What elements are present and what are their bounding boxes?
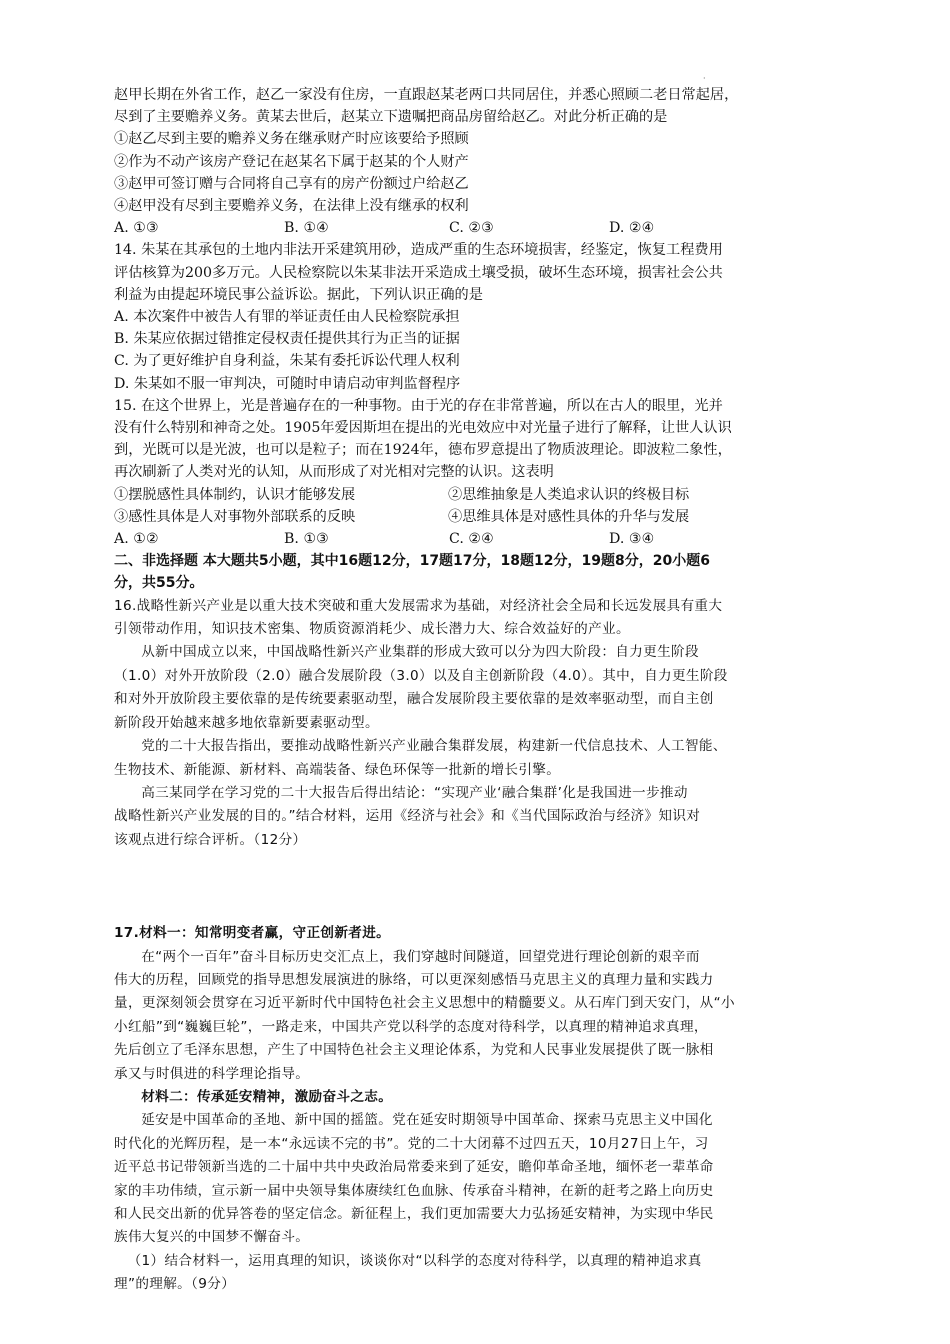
q15-stem-line: 15. 在这个世界上，光是普遍存在的一种事物。由于光的存在非常普遍，所以在古人的眼里，光并 [114,397,723,414]
q15-option-d: D. ③④ [609,531,655,548]
q13-statement-2: ②作为不动产该房产登记在赵某名下属于赵某的个人财产 [114,153,469,170]
q16-paragraph-line: 该观点进行综合评析。（12分） [114,831,307,848]
q13-option-b: B. ①④ [284,220,329,237]
q13-stem-line: 尽到了主要赡养义务。黄某去世后，赵某立下遗嘱把商品房留给赵乙。对此分析正确的是 [114,109,668,126]
q17-paragraph-line: 伟大的历程，回顾党的指导思想发展演进的脉络，可以更深刻感悟马克思主义的真理力量和实践力 [114,971,714,988]
q13-stem-line: 赵甲长期在外省工作，赵乙一家没有住房，一直跟赵某老两口共同居住，并悉心照顾二老日常起居， [114,87,739,103]
q17-paragraph-line: 量，更深刻领会贯穿在习近平新时代中国特色社会主义思想中的精髓要义。从石库门到天安门，从“小 [114,995,735,1012]
question-17 [114,922,844,1297]
q13-statement-1: ①赵乙尽到主要的赡养义务在继承财产时应该要给予照顾 [114,131,469,148]
q16-paragraph-line: 16.战略性新兴产业是以重大技术突破和重大发展需求为基础，对经济社会全局和长远发展具有重大 [114,597,723,614]
q17-paragraph-line: 在“两个一百年”奋斗目标历史交汇点上，我们穿越时间隧道，回望党进行理论创新的艰辛而 [141,948,700,965]
content [114,84,844,1297]
section-heading-line: 分，共55分。 [114,575,204,592]
q14-option-b: B. 朱某应依据过错推定侵权责任提供其行为正当的证据 [114,331,460,348]
q13-options [114,217,714,239]
q16-paragraph-line: 引领带动作用，知识技术密集、物质资源消耗少、成长潜力大、综合效益好的产业。 [114,621,630,638]
q17-paragraph-line: 先后创立了毛泽东思想，产生了中国特色社会主义理论体系，为党和人民事业发展提供了既一脉相 [114,1042,714,1059]
q16-paragraph-line: 从新中国成立以来，中国战略性新兴产业集群的形成大致可以分为四大阶段：自力更生阶段 [141,644,699,661]
q17-paragraph-line: 族伟大复兴的中国梦不懈奋斗。 [114,1229,310,1246]
q17-material-2-title: 材料二：传承延安精神，激励奋斗之志。 [141,1088,393,1105]
question-15 [114,395,844,550]
q16-paragraph-line: 新阶段开始越来越多地依靠新要素驱动型。 [114,714,379,731]
q15-statement-1: ①摆脱感性具体制约，认识才能够发展 [114,486,356,503]
q17-paragraph-line: 小红船”到“巍巍巨轮”，一路走来，中国共产党以科学的态度对待科学，以真理的精神追求真理， [114,1018,708,1035]
q15-statements-row [114,506,844,528]
q15-stem-line: 没有什么特别和神奇之处。1905年爱因斯坦在提出的光电效应中对光量子进行了解释，让世人认识 [114,420,732,437]
q14-stem-line: 评估核算为200多万元。人民检察院以朱某非法开采造成土壤受损，破坏生态环境，损害社会公共 [114,264,723,281]
q15-stem-line: 再次刷新了人类对光的认知，从而形成了对光相对完整的认识。这表明 [114,464,554,481]
q15-statement-2: ②思维抽象是人类追求认识的终极目标 [448,486,690,503]
q17-subquestion-1: 理”的理解。（9分） [114,1276,236,1293]
q17-paragraph-line: 家的丰功伟绩，宣示新一届中央领导集体赓续红色血脉、传承奋斗精神，在新的赶考之路上向历史 [114,1182,714,1199]
q14-option-d: D. 朱某如不服一审判决，可随时申请启动审判监督程序 [114,375,461,392]
section-2-heading [114,550,844,594]
q17-paragraph-line: 和人民交出新的优异答卷的坚定信念。新征程上，我们更加需要大力弘扬延安精神，为实现中华民 [114,1206,714,1223]
q14-option-a: A. 本次案件中被告人有罪的举证责任由人民检察院承担 [114,309,460,326]
q17-paragraph-line: 近平总书记带领新当选的二十届中共中央政治局常委来到了延安，瞻仰革命圣地，缅怀老一辈革命 [114,1159,714,1176]
q15-option-b: B. ①③ [284,531,329,548]
q13-option-a: A. ①③ [114,220,159,237]
q14-option-c: C. 为了更好维护自身利益，朱某有委托诉讼代理人权利 [114,353,460,370]
question-14 [114,239,844,394]
q15-option-c: C. ②④ [449,531,494,548]
q16-paragraph-line: 生物技术、新能源、新材料、高端装备、绿色环保等一批新的增长引擎。 [114,761,561,778]
q13-statement-3: ③赵甲可签订赠与合同将自己享有的房产份额过户给赵乙 [114,175,469,192]
q17-paragraph-line: 延安是中国革命的圣地、新中国的摇篮。党在延安时期领导中国革命、探索马克思主义中国化 [141,1112,713,1129]
q16-paragraph-line: 战略性新兴产业发展的目的。”结合材料，运用《经济与社会》和《当代国际政治与经济》知识对 [114,808,701,825]
q17-material-1-title: 17.材料一：知常明变者赢，守正创新者进。 [114,925,391,942]
q17-paragraph-line: 承又与时俱进的科学理论指导。 [114,1065,310,1082]
section-heading-line: 二、非选择题 本大题共5小题，其中16题12分，17题17分，18题12分，19题8分，20小题6 [114,553,710,570]
q13-option-d: D. ②④ [609,220,655,237]
answer-space [114,852,844,922]
q15-statement-4: ④思维具体是对感性具体的升华与发展 [448,508,690,525]
q15-statement-3: ③感性具体是人对事物外部联系的反映 [114,508,356,525]
q16-paragraph-line: 和对外开放阶段主要依靠的是传统要素驱动型，融合发展阶段主要依靠的是效率驱动型，而自主创 [114,691,714,708]
q13-option-c: C. ②③ [449,220,494,237]
q13-statement-4: ④赵甲没有尽到主要赡养义务，在法律上没有继承的权利 [114,198,469,215]
question-13 [114,84,844,239]
q14-stem-line: 14. 朱某在其承包的土地内非法开采建筑用砂，造成严重的生态环境损害，经鉴定，恢复工程费用 [114,242,723,259]
page-dot: · [703,74,706,83]
q15-stem-line: 到，光既可以是光波，也可以是粒子；而在1924年，德布罗意提出了物质波理论。即波粒二象性， [114,442,732,459]
question-16 [114,595,844,852]
q15-option-a: A. ①② [114,531,159,548]
q17-paragraph-line: 时代化的光辉历程，是一本“永远读不完的书”。党的二十大闭幕不过四五天，10月27日上午，习 [114,1135,709,1152]
q16-paragraph-line: 高三某同学在学习党的二十大报告后得出结论：“实现产业‘融合集群’化是我国进一步推动 [141,784,688,801]
q15-statements-row [114,484,844,506]
q14-stem-line: 利益为由提起环境民事公益诉讼。据此，下列认识正确的是 [114,286,483,303]
q16-paragraph-line: （1.0）对外开放阶段（2.0）融合发展阶段（3.0）以及自主创新阶段（4.0）。其中，自力更生阶段 [114,667,728,684]
q16-paragraph-line: 党的二十大报告指出，要推动战略性新兴产业融合集群发展，构建新一代信息技术、人工智能、 [141,738,727,755]
q15-options [114,528,714,550]
q17-subquestion-1: （1）结合材料一，运用真理的知识，谈谈你对“以科学的态度对待科学，以真理的精神追求真 [127,1252,702,1269]
